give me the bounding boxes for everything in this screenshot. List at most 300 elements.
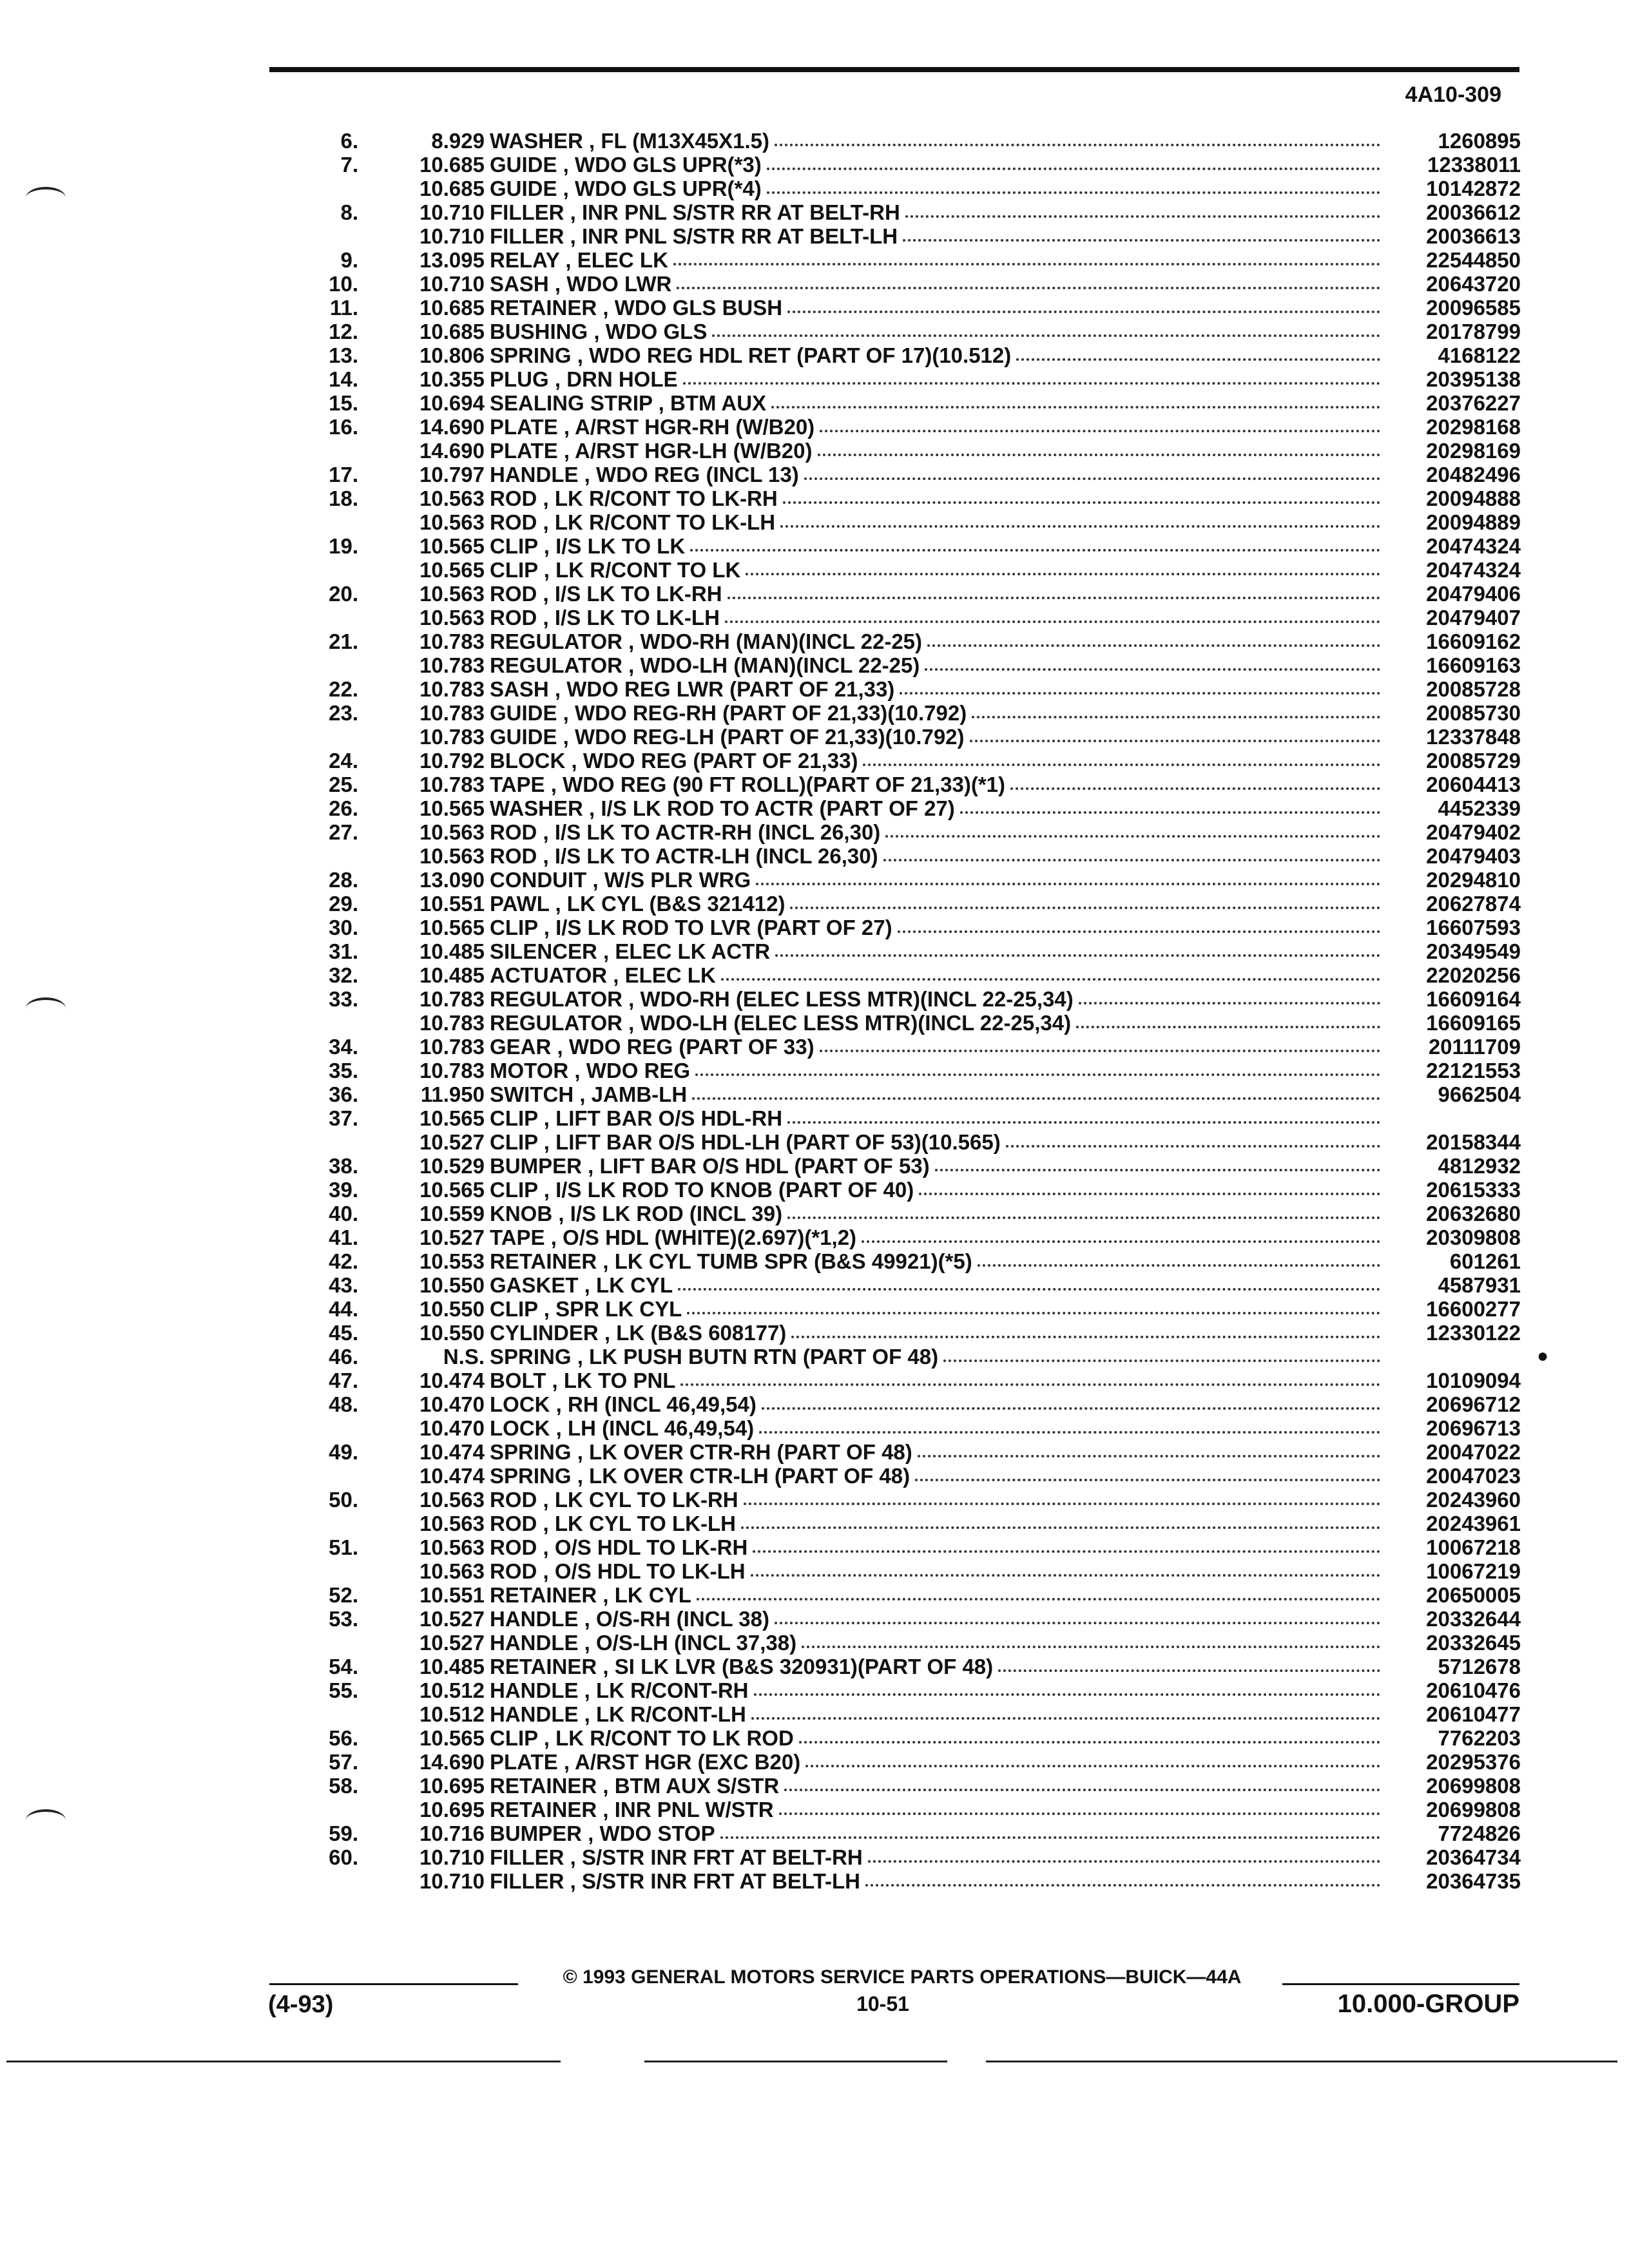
table-row bbox=[271, 272, 1521, 296]
table-row bbox=[271, 963, 1521, 987]
part-description bbox=[490, 796, 1385, 820]
table-row bbox=[271, 1178, 1521, 1202]
ref-number: 44. bbox=[329, 1297, 358, 1321]
part-description bbox=[490, 1082, 1385, 1106]
table-row bbox=[271, 1464, 1521, 1488]
separator: , bbox=[557, 701, 575, 725]
table-row bbox=[271, 1798, 1521, 1821]
group-number: 10.783 bbox=[419, 701, 485, 725]
ref-number: 55. bbox=[329, 1678, 358, 1702]
part-description bbox=[490, 820, 1385, 844]
part-name: FILLER bbox=[490, 1869, 564, 1893]
ref-number: 17. bbox=[329, 463, 358, 486]
leader-dots bbox=[820, 1049, 1380, 1052]
part-number: 20047022 bbox=[1426, 1440, 1521, 1464]
leader-dots bbox=[804, 477, 1380, 480]
leader-dots bbox=[820, 429, 1380, 432]
part-description bbox=[490, 1631, 1385, 1655]
part-name: ROD bbox=[490, 486, 537, 510]
table-row bbox=[271, 582, 1521, 606]
part-description bbox=[490, 1416, 1385, 1440]
part-name: FILLER bbox=[490, 200, 564, 224]
table-row bbox=[271, 463, 1521, 486]
part-description bbox=[490, 892, 1385, 916]
group-number: 10.355 bbox=[419, 367, 485, 391]
part-number: 20349549 bbox=[1426, 939, 1521, 963]
table-row bbox=[271, 1321, 1521, 1345]
part-detail: I/S LK ROD TO LVR (PART OF 27) bbox=[555, 916, 892, 939]
part-number: 20479403 bbox=[1426, 844, 1521, 868]
group-number: 10.565 bbox=[419, 558, 485, 582]
ref-number: 24. bbox=[329, 749, 358, 773]
leader-dots bbox=[787, 310, 1380, 313]
part-detail: LK R/CONT TO LK ROD bbox=[555, 1726, 794, 1750]
group-number: 10.529 bbox=[419, 1154, 485, 1178]
part-name: CLIP bbox=[490, 534, 538, 558]
ref-number: 10. bbox=[329, 272, 358, 296]
part-number: 20298168 bbox=[1426, 415, 1521, 439]
part-description bbox=[490, 1178, 1385, 1202]
part-description bbox=[490, 1440, 1385, 1464]
part-name: RETAINER bbox=[490, 1583, 597, 1607]
part-description bbox=[490, 486, 1385, 510]
ref-number: 46. bbox=[329, 1345, 358, 1369]
leader-dots bbox=[919, 1192, 1380, 1195]
group-number: 10.565 bbox=[419, 534, 485, 558]
leader-dots bbox=[751, 1716, 1380, 1720]
separator: , bbox=[557, 439, 575, 463]
table-row bbox=[271, 391, 1521, 415]
part-name: RETAINER bbox=[490, 1249, 597, 1273]
bottom-rule bbox=[6, 2061, 561, 2062]
separator: , bbox=[537, 820, 555, 844]
separator: , bbox=[564, 200, 582, 224]
part-number: 20696713 bbox=[1426, 1416, 1521, 1440]
group-number: 10.710 bbox=[419, 1845, 485, 1869]
ref-number: 40. bbox=[329, 1202, 358, 1225]
part-description bbox=[490, 272, 1385, 296]
part-detail: LK R/CONT TO LK bbox=[555, 558, 741, 582]
part-name: SILENCER bbox=[490, 939, 597, 963]
separator: , bbox=[559, 248, 577, 272]
group-number: 10.695 bbox=[419, 1774, 485, 1798]
punch-hole-mark bbox=[26, 187, 66, 209]
leader-dots bbox=[784, 1788, 1380, 1791]
group-number: 10.710 bbox=[419, 200, 485, 224]
part-detail: BTM AUX bbox=[670, 391, 767, 415]
part-number: 4812932 bbox=[1438, 1154, 1521, 1178]
group-number: 10.563 bbox=[419, 1559, 485, 1583]
part-name: RETAINER bbox=[490, 1774, 597, 1798]
group-number: 10.563 bbox=[419, 582, 485, 606]
part-description bbox=[490, 320, 1385, 343]
part-description bbox=[490, 558, 1385, 582]
leader-dots bbox=[787, 1120, 1380, 1124]
ref-number: 30. bbox=[329, 916, 358, 939]
separator: , bbox=[652, 391, 670, 415]
part-name: LOCK bbox=[490, 1392, 550, 1416]
leader-dots bbox=[678, 1287, 1380, 1291]
table-row bbox=[271, 892, 1521, 916]
part-detail: WDO REG (90 FT ROLL)(PART OF 21,33)(*1) bbox=[563, 773, 1006, 796]
part-detail: WDO LWR bbox=[566, 272, 672, 296]
part-number: 22544850 bbox=[1426, 248, 1521, 272]
leader-dots bbox=[728, 596, 1380, 599]
part-detail: O/S HDL TO LK-RH bbox=[554, 1535, 748, 1559]
part-number: 20650005 bbox=[1426, 1583, 1521, 1607]
table-row bbox=[271, 1297, 1521, 1321]
table-row bbox=[271, 701, 1521, 725]
part-name: TAPE bbox=[490, 1225, 545, 1249]
part-name: REGULATOR bbox=[490, 629, 622, 653]
part-description bbox=[490, 415, 1385, 439]
group-number: 8.929 bbox=[431, 129, 485, 153]
table-row bbox=[271, 1249, 1521, 1273]
group-number: 10.470 bbox=[419, 1416, 485, 1440]
part-detail: ELEC LK bbox=[624, 963, 716, 987]
part-name: REGULATOR bbox=[490, 1011, 622, 1035]
leader-dots bbox=[885, 834, 1380, 838]
table-row bbox=[271, 1154, 1521, 1178]
group-number: 10.685 bbox=[419, 153, 485, 177]
table-row bbox=[271, 1583, 1521, 1607]
table-row bbox=[271, 1106, 1521, 1130]
part-detail: O/S HDL TO LK-LH bbox=[554, 1559, 746, 1583]
table-row bbox=[271, 1011, 1521, 1035]
part-description bbox=[490, 1583, 1385, 1607]
part-detail: LK PUSH BUTN RTN (PART OF 48) bbox=[589, 1345, 939, 1369]
separator: , bbox=[537, 1535, 555, 1559]
part-description bbox=[490, 1130, 1385, 1154]
part-name: BLOCK bbox=[490, 749, 566, 773]
separator: , bbox=[598, 1321, 617, 1345]
part-name: CLIP bbox=[490, 916, 538, 939]
part-name: GUIDE bbox=[490, 177, 557, 200]
part-name: GUIDE bbox=[490, 153, 557, 177]
part-number: 16600277 bbox=[1426, 1297, 1521, 1321]
table-row bbox=[271, 1416, 1521, 1440]
group-number: 10.527 bbox=[419, 1631, 485, 1655]
table-row bbox=[271, 1369, 1521, 1392]
part-detail: INR PNL S/STR RR AT BELT-LH bbox=[582, 224, 898, 248]
separator: , bbox=[546, 1369, 564, 1392]
part-detail: WDO-RH (ELEC LESS MTR)(INCL 22-25,34) bbox=[640, 987, 1074, 1011]
group-number: 10.559 bbox=[419, 1202, 485, 1225]
separator: , bbox=[564, 1869, 582, 1893]
table-row bbox=[271, 1559, 1521, 1583]
leader-dots bbox=[915, 1478, 1380, 1481]
group-number: 10.710 bbox=[419, 272, 485, 296]
leader-dots bbox=[680, 1383, 1380, 1386]
part-detail: LK TO PNL bbox=[563, 1369, 676, 1392]
table-row bbox=[271, 1845, 1521, 1869]
leader-dots bbox=[960, 811, 1380, 814]
table-row bbox=[271, 868, 1521, 892]
ref-number: 37. bbox=[329, 1106, 358, 1130]
leader-dots bbox=[978, 1264, 1380, 1267]
leader-dots bbox=[905, 215, 1380, 218]
part-detail: I/S LK ROD TO ACTR (PART OF 27) bbox=[601, 796, 955, 820]
part-description bbox=[490, 439, 1385, 463]
group-number: 10.783 bbox=[419, 1059, 485, 1082]
part-detail: I/S LK TO LK-LH bbox=[554, 606, 720, 629]
group-number: 10.527 bbox=[419, 1130, 485, 1154]
leader-dots bbox=[767, 167, 1380, 170]
leader-dots bbox=[918, 1454, 1380, 1457]
leader-dots bbox=[943, 1359, 1380, 1362]
group-number: 10.565 bbox=[419, 1726, 485, 1750]
part-name: PLATE bbox=[490, 1750, 558, 1774]
group-number: 14.690 bbox=[419, 439, 485, 463]
ref-number: 13. bbox=[329, 343, 358, 367]
leader-dots bbox=[1010, 787, 1380, 790]
part-detail: WDO REG (PART OF 33) bbox=[568, 1035, 815, 1059]
ref-number: 42. bbox=[329, 1249, 358, 1273]
ref-number: 45. bbox=[329, 1321, 358, 1345]
leader-dots bbox=[756, 882, 1380, 885]
ref-number: 32. bbox=[329, 963, 358, 987]
group-number: 10.550 bbox=[419, 1297, 485, 1321]
separator: , bbox=[578, 1631, 597, 1655]
part-name: RETAINER bbox=[490, 1655, 597, 1678]
group-number: 10.563 bbox=[419, 1488, 485, 1512]
part-description bbox=[490, 343, 1385, 367]
part-number: 20111709 bbox=[1428, 1035, 1521, 1059]
ref-number: 50. bbox=[329, 1488, 358, 1512]
table-row bbox=[271, 1726, 1521, 1750]
leader-dots bbox=[753, 1550, 1380, 1553]
part-number: 16609165 bbox=[1426, 1011, 1521, 1035]
part-number: 20332644 bbox=[1426, 1607, 1521, 1631]
leader-dots bbox=[677, 286, 1380, 289]
part-description bbox=[490, 582, 1385, 606]
separator: , bbox=[545, 773, 563, 796]
leader-dots bbox=[783, 501, 1380, 504]
group-number: 10.783 bbox=[419, 1035, 485, 1059]
part-description bbox=[490, 1702, 1385, 1726]
leader-dots bbox=[791, 1335, 1380, 1338]
table-row bbox=[271, 129, 1521, 153]
part-detail: LK CYL bbox=[614, 1583, 691, 1607]
leader-dots bbox=[1079, 1001, 1380, 1004]
ref-number: 26. bbox=[329, 796, 358, 820]
leader-dots bbox=[692, 1097, 1380, 1100]
separator: , bbox=[588, 320, 606, 343]
part-description bbox=[490, 1321, 1385, 1345]
part-description bbox=[490, 749, 1385, 773]
ref-number: 35. bbox=[329, 1059, 358, 1082]
part-detail: WDO REG LWR (PART OF 21,33) bbox=[566, 677, 895, 701]
group-number: 10.565 bbox=[419, 1106, 485, 1130]
part-description bbox=[490, 1821, 1385, 1845]
part-detail: LK OVER CTR-RH (PART OF 48) bbox=[589, 1440, 912, 1464]
part-number: 4587931 bbox=[1438, 1273, 1521, 1297]
part-description bbox=[490, 1535, 1385, 1559]
part-number: 20178799 bbox=[1426, 320, 1521, 343]
separator: , bbox=[537, 606, 555, 629]
part-number: 20474324 bbox=[1426, 558, 1521, 582]
ref-number: 18. bbox=[329, 486, 358, 510]
part-number: 20094889 bbox=[1426, 510, 1521, 534]
table-row bbox=[271, 796, 1521, 820]
table-row bbox=[271, 200, 1521, 224]
leader-dots bbox=[687, 1311, 1380, 1314]
part-description bbox=[490, 534, 1385, 558]
group-number: 10.485 bbox=[419, 1655, 485, 1678]
table-row bbox=[271, 1631, 1521, 1655]
leader-dots bbox=[927, 644, 1380, 647]
separator: , bbox=[571, 343, 590, 367]
separator: , bbox=[571, 1440, 590, 1464]
ref-number: 54. bbox=[329, 1655, 358, 1678]
leader-dots bbox=[712, 334, 1380, 337]
leader-dots bbox=[775, 1621, 1380, 1624]
part-detail: LK (B&S 608177) bbox=[616, 1321, 787, 1345]
part-number: 16607593 bbox=[1426, 916, 1521, 939]
part-name: SASH bbox=[490, 272, 549, 296]
part-description bbox=[490, 725, 1385, 749]
part-description bbox=[490, 677, 1385, 701]
part-name: SEALING STRIP bbox=[490, 391, 653, 415]
group-number: 10.783 bbox=[419, 987, 485, 1011]
part-number: 4168122 bbox=[1438, 343, 1521, 367]
part-name: ROD bbox=[490, 1535, 537, 1559]
part-name: CONDUIT bbox=[490, 868, 587, 892]
part-name: WASHER bbox=[490, 129, 583, 153]
part-number: 20332645 bbox=[1426, 1631, 1521, 1655]
part-name: SASH bbox=[490, 677, 549, 701]
part-detail: LK R/CONT TO LK-RH bbox=[554, 486, 778, 510]
ref-number: 43. bbox=[329, 1273, 358, 1297]
ref-number: 53. bbox=[329, 1607, 358, 1631]
group-number: 10.474 bbox=[419, 1440, 485, 1464]
part-description bbox=[490, 1202, 1385, 1225]
part-number: 20094888 bbox=[1426, 486, 1521, 510]
group-label: 10.000-GROUP bbox=[1337, 1990, 1519, 2018]
part-name: GASKET bbox=[490, 1273, 579, 1297]
separator: , bbox=[578, 1607, 597, 1631]
part-number: 12337848 bbox=[1426, 725, 1521, 749]
leader-dots bbox=[883, 858, 1380, 861]
part-detail: DRN HOLE bbox=[566, 367, 678, 391]
part-name: FILLER bbox=[490, 224, 564, 248]
separator: , bbox=[578, 1273, 597, 1297]
group-number: 10.783 bbox=[419, 773, 485, 796]
part-name: TAPE bbox=[490, 773, 545, 796]
separator: , bbox=[537, 916, 556, 939]
part-name: CLIP bbox=[490, 1726, 538, 1750]
ref-number: 23. bbox=[329, 701, 358, 725]
footer-rule-right bbox=[1282, 1983, 1519, 1985]
table-row bbox=[271, 177, 1521, 200]
part-description bbox=[490, 153, 1385, 177]
separator: , bbox=[597, 1774, 615, 1798]
leader-dots bbox=[925, 668, 1380, 671]
part-number: 20085730 bbox=[1426, 701, 1521, 725]
group-number: N.S. bbox=[443, 1345, 485, 1369]
part-number: 20610476 bbox=[1426, 1678, 1521, 1702]
ref-number: 29. bbox=[329, 892, 358, 916]
separator: , bbox=[537, 1488, 555, 1512]
part-detail: WDO GLS UPR(*3) bbox=[575, 153, 762, 177]
part-detail: INR PNL S/STR RR AT BELT-RH bbox=[582, 200, 900, 224]
part-number: 20036612 bbox=[1426, 200, 1521, 224]
part-name: HANDLE bbox=[490, 1607, 579, 1631]
group-number: 11.950 bbox=[420, 1082, 485, 1106]
part-detail: O/S HDL (WHITE)(2.697)(*1,2) bbox=[563, 1225, 857, 1249]
ref-number: 34. bbox=[329, 1035, 358, 1059]
part-name: BUMPER bbox=[490, 1154, 583, 1178]
separator: , bbox=[550, 1416, 568, 1440]
group-number: 10.797 bbox=[419, 463, 485, 486]
separator: , bbox=[597, 1583, 615, 1607]
part-description bbox=[490, 1798, 1385, 1821]
table-row bbox=[271, 248, 1521, 272]
part-description bbox=[490, 1369, 1385, 1392]
part-description bbox=[490, 224, 1385, 248]
part-number: 20699808 bbox=[1426, 1774, 1521, 1798]
part-detail: S/STR INR FRT AT BELT-RH bbox=[582, 1845, 863, 1869]
part-name: CLIP bbox=[490, 1106, 538, 1130]
part-detail: LK CYL (B&S 321412) bbox=[566, 892, 786, 916]
leader-dots bbox=[721, 977, 1380, 981]
part-number: 20085728 bbox=[1426, 677, 1521, 701]
part-detail: S/STR INR FRT AT BELT-LH bbox=[582, 1869, 861, 1893]
separator: , bbox=[557, 415, 575, 439]
group-number: 14.690 bbox=[419, 1750, 485, 1774]
leader-dots bbox=[903, 238, 1380, 242]
part-detail: LIFT BAR O/S HDL-RH bbox=[555, 1106, 783, 1130]
ref-number: 57. bbox=[329, 1750, 358, 1774]
part-number: 16609163 bbox=[1426, 653, 1521, 677]
part-description bbox=[490, 1559, 1385, 1583]
ref-number: 60. bbox=[329, 1845, 358, 1869]
ref-number: 9. bbox=[340, 248, 358, 272]
part-name: SPRING bbox=[490, 1440, 572, 1464]
part-number: 20364734 bbox=[1426, 1845, 1521, 1869]
group-number: 10.474 bbox=[419, 1369, 485, 1392]
separator: , bbox=[597, 939, 615, 963]
part-number: 20479406 bbox=[1426, 582, 1521, 606]
part-detail: LK CYL TO LK-LH bbox=[554, 1512, 736, 1535]
part-description bbox=[490, 463, 1385, 486]
part-number: 20615333 bbox=[1426, 1178, 1521, 1202]
separator: , bbox=[537, 486, 555, 510]
leader-dots bbox=[744, 1502, 1380, 1505]
separator: , bbox=[597, 296, 615, 320]
leader-dots bbox=[790, 906, 1380, 909]
part-number: 7724826 bbox=[1438, 1821, 1521, 1845]
table-row bbox=[271, 1440, 1521, 1464]
part-number: 20395138 bbox=[1426, 367, 1521, 391]
part-number: 16609162 bbox=[1426, 629, 1521, 653]
part-number: 20158344 bbox=[1426, 1130, 1521, 1154]
ref-number: 15. bbox=[329, 391, 358, 415]
page-number: 10-51 bbox=[856, 1992, 909, 2015]
leader-dots bbox=[779, 1812, 1380, 1815]
ref-number: 28. bbox=[329, 868, 358, 892]
separator: , bbox=[548, 677, 567, 701]
leader-dots bbox=[818, 453, 1381, 456]
ref-number: 59. bbox=[329, 1821, 358, 1845]
leader-dots bbox=[725, 620, 1380, 623]
separator: , bbox=[537, 1178, 556, 1202]
part-name: ROD bbox=[490, 606, 537, 629]
ref-number: 6. bbox=[340, 129, 358, 153]
group-number: 10.563 bbox=[419, 820, 485, 844]
part-description bbox=[490, 1678, 1385, 1702]
ref-number: 21. bbox=[329, 629, 358, 653]
